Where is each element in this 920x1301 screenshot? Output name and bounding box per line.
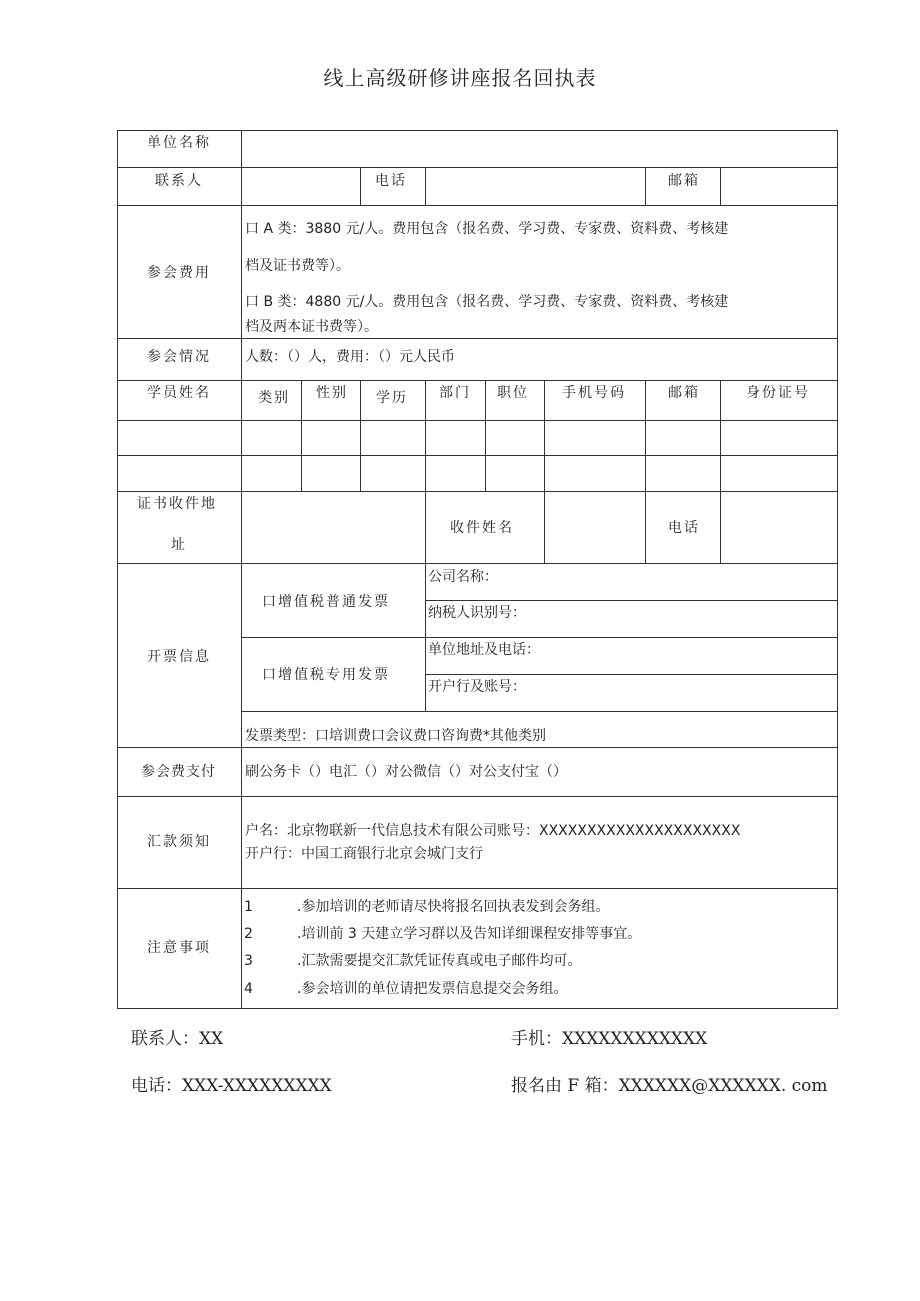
footer-mobile: 手机：XXXXXXXXXXXX	[511, 1029, 708, 1049]
remittance-label: 汇款须知	[147, 834, 211, 850]
attendance-label: 参会情况	[147, 349, 211, 365]
footer-email: 报名由 F 箱：XXXXXX@XXXXXX. com	[511, 1076, 828, 1096]
invoice-type-options[interactable]: 发票类型：口培训费口会议费口咨询费*其他类别	[245, 728, 546, 744]
phone-label: 电话	[375, 173, 407, 189]
contact-field[interactable]	[243, 169, 359, 204]
receiver-name-field[interactable]	[546, 493, 644, 562]
contact-label: 联系人	[155, 173, 203, 189]
invoice-special-option[interactable]: 口增值税专用发票	[262, 667, 390, 683]
receiver-name-label: 收件姓名	[450, 520, 514, 536]
fee-b-option[interactable]: 口 B 类：4880 元/人。费用包含（报名费、学习费、专家费、资料费、考核建	[245, 294, 729, 310]
unit-name-label: 单位名称	[147, 135, 211, 151]
department-header: 部门	[439, 385, 471, 401]
cert-address-label: 证书收件地	[137, 496, 217, 512]
remittance-bank: 开户行：中国工商银行北京会城门支行	[245, 846, 483, 862]
email-header: 邮箱	[668, 385, 700, 401]
note-number: 1	[244, 899, 253, 915]
position-header: 职位	[497, 385, 529, 401]
fee-a-option[interactable]: 口 A 类：3880 元/人。费用包含（报名费、学习费、专家费、资料费、考核建	[245, 221, 729, 237]
fee-b-option-cont: 档及两本证书费等）。	[245, 319, 378, 335]
fee-label: 参会费用	[147, 265, 211, 281]
student-name-header: 学员姓名	[147, 385, 211, 401]
fee-a-option-cont: 档及证书费等）。	[245, 258, 350, 274]
footer-contact: 联系人：XX	[131, 1029, 224, 1049]
note-number: 4	[244, 981, 253, 997]
payment-label: 参会费支付	[141, 764, 216, 780]
note-number: 2	[244, 926, 253, 942]
unit-address-phone-label[interactable]: 单位地址及电话：	[428, 642, 540, 658]
remittance-account: 户名：北京物联新一代信息技术有限公司账号：XXXXXXXXXXXXXXXXXXXXX	[245, 823, 741, 839]
invoice-normal-option[interactable]: 口增值税普通发票	[262, 594, 390, 610]
company-name-label[interactable]: 公司名称：	[428, 569, 498, 585]
note-text: .参加培训的老师请尽快将报名回执表发到会务组。	[297, 899, 610, 915]
note-text: .参会培训的单位请把发票信息提交会务组。	[297, 981, 568, 997]
category-header: 类别	[258, 390, 290, 406]
footer-phone: 电话：XXX-XXXXXXXXX	[131, 1076, 332, 1096]
attendance-value[interactable]: 人数：（）人，费用：（）元人民币	[245, 349, 455, 365]
registration-form-table	[117, 130, 838, 1009]
id-number-header: 身份证号	[746, 385, 810, 401]
bank-account-label[interactable]: 开户行及账号：	[428, 679, 526, 695]
gender-header: 性别	[316, 385, 348, 401]
invoice-label: 开票信息	[147, 649, 211, 665]
mobile-header: 手机号码	[562, 385, 626, 401]
taxpayer-id-label[interactable]: 纳税人识别号：	[428, 605, 526, 621]
note-number: 3	[244, 953, 253, 969]
education-header: 学历	[376, 390, 408, 406]
note-text: .汇款需要提交汇款凭证传真或电子邮件均可。	[297, 953, 582, 969]
cert-phone-label: 电话	[668, 520, 700, 536]
phone-field[interactable]	[427, 169, 644, 204]
payment-options[interactable]: 刷公务卡（）电汇（）对公微信（）对公支付宝（）	[245, 764, 567, 780]
unit-name-field[interactable]	[243, 132, 836, 166]
student-row[interactable]	[118, 421, 837, 455]
cert-address-field[interactable]	[243, 493, 424, 562]
cert-phone-field[interactable]	[722, 493, 836, 562]
cert-address-label-cont: 址	[171, 537, 187, 553]
email-field[interactable]	[722, 169, 836, 204]
page-title: 线上高级研修讲座报名回执表	[323, 66, 597, 90]
student-row[interactable]	[118, 456, 837, 491]
email-label: 邮箱	[668, 173, 700, 189]
note-text: .培训前 3 天建立学习群以及告知详细课程安排等事宜。	[297, 926, 642, 942]
notes-label: 注意事项	[147, 940, 211, 956]
